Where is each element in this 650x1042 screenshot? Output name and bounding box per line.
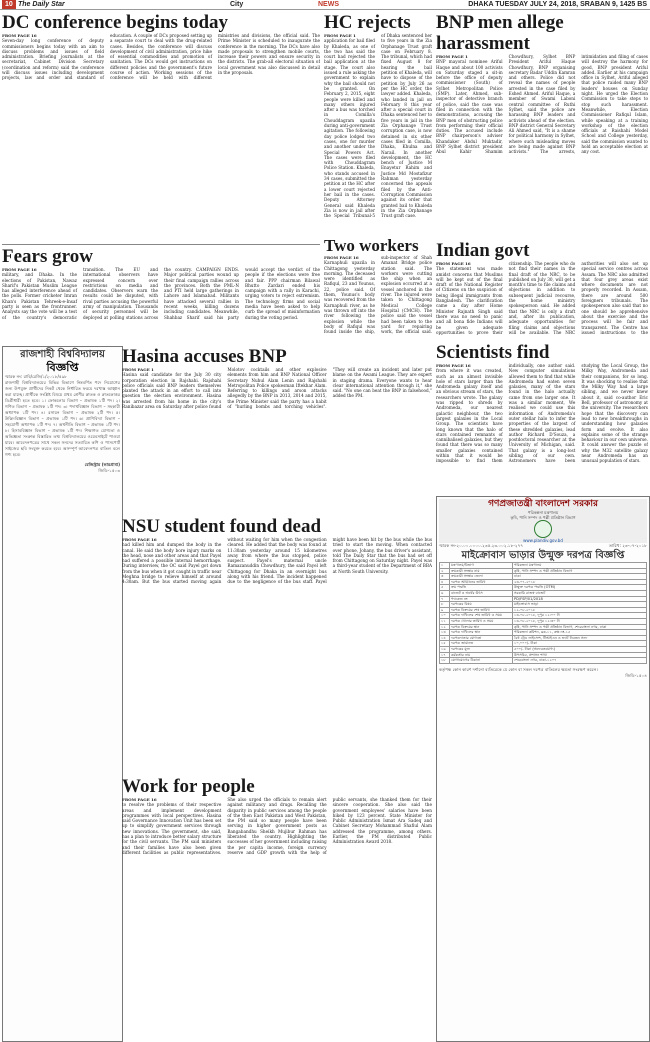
article-body — [122, 367, 432, 511]
article-body — [2, 267, 320, 341]
row-label: দরপত্রের মূল্য — [450, 646, 513, 652]
byline: FROM PAGE 16 — [122, 797, 157, 802]
row-label: ক্রয় পদ্ধতি — [450, 585, 513, 591]
row-value: ২৩-০৭-২০১৮ — [513, 579, 647, 585]
row-label: ক্রয়কারী সংস্থার জেলা — [450, 574, 513, 580]
rajshahi-university-ad — [2, 346, 123, 1042]
row-label: কর্মকর্তার নাম — [450, 652, 513, 658]
website: www.plandiv.gov.bd — [523, 538, 563, 543]
row-label: দরপত্র আহ্বানের তারিখ — [450, 579, 513, 585]
body-text: Seven-day long conference of deputy commissioners begins today with an aim to discuss problems and issues of field administration. Briefing journalists at the secretariat, Cabinet Division Secretary (coordination and reform) said the conference will discuss issues including development projects, law and order and standard of education. A couple of DCs proposed setting up a separate court to deal with the drug-related cases. Besides, the conference will discuss development of civil administration, price hike of essential commodities and promotion of sanitation. The DCs would get instructions on different policies and the government's future course of action. Working sessions of the conference will be held with different ministries and divisions, the official said. The Prime Minister is scheduled to inaugurate the conference in the morning. The DCs have also made proposals to strengthen mobile courts, increase their powers and ensure security in the districts. The grab-all electoral situation of local government was also discussed in detail in the proposals. — [2, 33, 320, 81]
article-body — [122, 537, 432, 771]
article-body — [122, 797, 432, 1037]
headline: Work for people — [122, 776, 255, 797]
row-value: PD/FSP/01/2018 — [513, 596, 647, 602]
row-number: ৭ — [440, 596, 450, 602]
row-value: উপসচিব, প্রশাসন শাখা — [513, 652, 647, 658]
row-number: ৫ — [440, 585, 450, 591]
row-number: ৯ — [440, 607, 450, 613]
divider — [2, 244, 320, 245]
body-text: from where it was created, such as an almost invisible hole of stars larger than the Andromeda galaxy itself and an obvious stream of stars, the researchers wrote. The galaxy was ripped to shreds by Andromeda, our nearest galactic neighbour, the two largest galaxies in the Local Group. The scientists have long known that the halo of stars contained remnants of cannibalised galaxies, but they found that there was so many smaller galaxies contained within that it would be impossible to find them individually, one author said. New computer simulations allowed them to find that while Andromeda had eaten seven galaxies, many of the stars found in the halo actually came from one larger one. It was a similar moment, We realised we could use this information of Andromeda's outer stellar halo to infer the properties of the largest of these shredded galaxies, lead author Richard D'Souza, a postdoctoral researcher at the University of Michigan, said. That galaxy is a long-lost sibling of our own. Astronomers have been studying the Local Group, the Milky Way, Andromeda and their companions, for so long. It was shocking to realise that the Milky Way had a large sibling, and we never knew about it, said co-author Eric Bell, professor of astronomy at the university. The researchers hope that the discovery can lead to new breakthroughs in understanding how galaxies form and evolve. It also explains some of the strange behaviour in our own universe. It could answer the puzzle of why the M32 satellite galaxy near Andromeda has an unusual population of stars. — [436, 363, 648, 464]
ad-code: জিডি-১৫০৩ — [98, 468, 120, 473]
ad-title: রাজশাহী বিশ্ববিদ্যালয় — [20, 349, 105, 360]
row-label: দরপত্রদাতার যোগ্যতা — [450, 635, 513, 641]
government-emblem-icon — [534, 520, 552, 538]
row-value: ১০,০০০/- টাকা — [513, 641, 647, 647]
row-number: ২ — [440, 568, 450, 574]
row-number: ১২ — [440, 624, 450, 630]
row-number: ১ — [440, 563, 450, 569]
government-tender-ad — [436, 496, 650, 1042]
article-dc — [2, 12, 320, 244]
row-label: যোগাযোগের ঠিকানা — [450, 658, 513, 664]
byline: FROM PAGE 16 — [2, 33, 37, 38]
row-label: দরপত্র বিক্রয়ের স্থান — [450, 624, 513, 630]
article-indian — [436, 240, 648, 340]
ad-header — [439, 499, 647, 543]
byline: FROM PAGE 16 — [2, 267, 37, 272]
tender-table — [439, 562, 647, 664]
article-body — [324, 33, 432, 233]
row-number: ৩ — [440, 574, 450, 580]
row-value: ১২-০৮-২০১৮ — [513, 607, 647, 613]
article-bnp — [436, 12, 648, 238]
article-workers — [324, 236, 432, 340]
row-label: দরপত্র খোলার তারিখ ও সময় — [450, 618, 513, 624]
row-number: ৬ — [440, 590, 450, 596]
headline: Scientists find — [436, 342, 550, 363]
headline: Hasina accuses BNP — [122, 346, 287, 367]
row-value: পরিকল্পনা মন্ত্রণালয় — [513, 563, 647, 569]
row-label: দরপত্র বিক্রয়ের শেষ তারিখ — [450, 607, 513, 613]
article-fears — [2, 246, 320, 342]
division-name: কৃষি, পানি সম্পদ ও পল্লী প্রতিষ্ঠান বিভাগ — [510, 515, 576, 520]
body-text: Karnaphuli upazila in Chittagong yesterday morning. The deceased were identified as Rafiqul, 23 and Younus, 22, police said. Of them, Younus's body was recovered from the Karnaphuli river, as he was thrown off into the river following the explosion while the body of Rafiqul was found inside the ship, sub-inspector of Shah Amanat Bridge police station said. The workers were cutting the ship when an explosion occurred at a vessel anchored in the river. The injured were taken to Chittagong Medical College Hospital (CMCH). The police said the vessel had been taken to the yard for repairing work, the official said. — [324, 255, 432, 335]
ad-body: রাজশাহী বিশ্ববিদ্যালয়ের বিভিন্ন বিভাগে নিম্নবর্ণিত পদে নিয়োগের জন্য উপযুক্ত প্রার্থীদের নিকট থেকে নির্ধারিত ফরমে দরখাস্ত আহ্বান করা যাচ্ছে। প্রার্থীকে সংশ্লিষ্ট বিষয়ে প্রথম শ্রেণীর স্নাতক ও স্নাতকোত্তর ডিগ্রীধারী হতে হবে। ১। ফোকলোর বিভাগ – প্রভাষক ১টি পদ। ২। গণিত বিভাগ – প্রভাষক ১টি পদ। ৩। পদার্থবিজ্ঞান বিভাগ – সহকারী অধ্যাপক ১টি পদ। ৪। রসায়ন বিভাগ – প্রভাষক ২টি পদ। ৫। উদ্ভিদবিজ্ঞান বিভাগ – প্রভাষক ১টি পদ। ৬। প্রাণিবিদ্যা বিভাগ – সহযোগী অধ্যাপক ১টি পদ। ৭। অর্থনীতি বিভাগ – প্রভাষক ১টি পদ। ৮। হিসাববিজ্ঞান বিভাগ – প্রভাষক ১টি পদ। শিক্ষাগত যোগ্যতা ও অভিজ্ঞতা সংক্রান্ত বিস্তারিত তথ্য বিশ্ববিদ্যালয়ের ওয়েবসাইটে পাওয়া যাবে। আবেদনপত্রের সাথে সকল সনদের সত্যায়িত কপি ও পাসপোর্ট সাইজের ছবি সংযুক্ত করতে হবে। অসম্পূর্ণ আবেদনপত্র বাতিল বলে গণ্য হবে। — [5, 380, 120, 457]
row-number: ১৪ — [440, 635, 450, 641]
article-hasina — [122, 346, 432, 512]
row-number: ১১ — [440, 618, 450, 624]
ad-date: তারিখ: ২৩-০৭-২০১৮ — [608, 543, 647, 548]
body-text: Hasina said candidate for the July 30 city corporation election in Rajshahi. Rajshahi police officials said BNP leaders themselves planted the attack in an effort to call into question the election environment. Hasina was arrested from his home in the city's Ranibazar area on Saturday after police found Molotov cocktails and other explosive elements from him and BNP National Officer Secretary Nuhul Alam Lenin and Rajshahi Metropolitan Police spokesman Iftekhar Alam. Referring to killings and arson attacks allegedly by the BNP in 2013, 2014 and 2015, the Prime Minister said the party has a habit of "hurling bombs and torching vehicles". "They will create an incident and later put blame on the Awami League. They are expert in staging drama. Everyone wants to hear clear international attention through it," she said. "No one can beat the BNP in falsehood," added the PM. — [122, 367, 432, 410]
body-text: application for bail filed by Khaleda, as one of the two has said the court had rejected the bail application at the stage. The court also issued a rule asking the government to explain why the bail should not be granted. On February 2, 2015, eight people were killed and many others injured after a bus was torched in Comilla's Chouddagram upazila during anti-government agitation. The following day police lodged two cases, one for murder and another under the Special Powers Act. The cases were filed with Chouddagram Police Station. Khaleda, who stands accused in 34 cases, submitted the petition at the HC after a lower court rejected her bail in the cases. Deputy Attorney General said Khaleda Zia is now in jail after the Special Tribunal-5 of Dhaka sentenced her to five years in the Zia Orphanage Trust graft case on February 8. The tribunal, which had fixed August 8 for hearing the bail petition of Khaleda, will have to dispose of the petition by July 26 as per the HC order, the lawyer added. Khaleda, who landed in jail on February 8 this year after a special court in Dhaka sentenced her to five years in jail in the Zia Orphanage Trust corruption case, is now detained in six other cases filed in Comilla, Dhaka, Khulna and Narail. In another development, the HC bench of Justice M Enayetur Rahim and Justice Md Mostafizur Rahman yesterday concerned the appeals filed by the Anti-Corruption Commission against its order that granted bail to Khaleda in the Zia Orphanage Trust graft case. — [324, 33, 432, 219]
table-row — [440, 658, 647, 664]
byline: FROM PAGE 16 — [122, 537, 157, 542]
headline: Fears grow — [2, 246, 93, 267]
headline: HC rejects — [324, 12, 411, 33]
notice-title: মাইক্রোবাস ভাড়ার উন্মুক্ত দরপত্র বিজ্ঞপ্তি — [461, 550, 625, 561]
article-hc — [324, 12, 432, 234]
masthead: The Daily Star — [18, 1, 65, 8]
article-nsu — [122, 516, 432, 772]
org-name: গণপ্রজাতন্ত্রী বাংলাদেশ সরকার — [488, 499, 598, 509]
ad-code: জিডি-১৫০৪ — [625, 672, 647, 678]
headline: BNP men allege harassment — [436, 12, 564, 54]
ad-reference: স্মারক নং: রাবি/রেজি/১/২০১৮/৫৯৮ — [5, 374, 68, 379]
body-text: had killed him and dumped the body in the canal. He said the body bore injury marks on the head, nose and other areas and that Payel had suffered a possible internal hemorrhage. During interview, the OC said Payel got down from the bus when it got caught in traffic near Meghna bridge to relieve himself at around 4:30am. But the bus started moving again without waiting for him when the congestion cleared. He added that the body was found at 11:30am yesterday around 15 kilometres away from where the bus stopped, police suspect. Payel's maternal uncle Ramazanuddin Chowdhury, the said Payel left Chittagong for Dhaka in an overnight bus along with his friend. The incident happened due to the negligence of the bus staff. Payel might have been hit by the bus while the bus tried to start the moving. When contacted over phone, Johany, the bus driver's assistant, told The Daily Star that the bus had set off from Chittagong on Saturday night. Payel was a third-year student of the Department of BBA at North South University. — [122, 537, 432, 585]
row-number: ১০ — [440, 613, 450, 619]
row-number: ১৬ — [440, 646, 450, 652]
row-value: ১৩-০৮-২০১৮, দুপুর ১২:০০ টা — [513, 613, 647, 619]
article-body — [436, 363, 648, 491]
row-value: কৃষি, পানি সম্পদ ও পল্লী প্রতিষ্ঠান বিভাগ, শেরেবাংলা নগর, ঢাকা — [513, 624, 647, 630]
article-scientists — [436, 342, 648, 492]
body-text: The statement was made amidst concerns that Muslims will be kept out of the final draft of the National Register of Citizens on the suspicion of being illegal immigrants from Bangladesh. The clarification came a day after Home Minister Rajnath Singh said there was no need to panic and all bona fide Indians will be given adequate opportunities to prove their citizenship. The people who do not find their names in the final draft of the NRC, to be published on July 30, will get a month's time to file claims and objections in addition to subsequent judicial recourse, the home ministry spokesperson said. He added that the NRC is only a draft and, after its publication, adequate opportunities for filing claims and objections will be available. The NRC authorities will also set up special service centres across Assam. The NRC also admitted that four grey areas exist where documents are not properly recorded. In Assam, there are around 500 foreigners tribunals. The spokesperson also said that no one should be apprehensive about the exercise and the process will be fair and transparent. The Centre has issued instructions to the — [436, 261, 648, 335]
row-value: পরিকল্পনা কমিশন, ব্লক-১১, কক্ষ নং-১৫ — [513, 630, 647, 636]
row-value: বৈধ ট্রেড লাইসেন্স, টিআইএন ও ভ্যাট নিবন্ধন সনদ — [513, 635, 647, 641]
article-work — [122, 776, 432, 1038]
row-value: ৫০০/- টাকা (অফেরতযোগ্য) — [513, 646, 647, 652]
byline: FROM PAGE 16 — [324, 255, 359, 260]
row-label: মন্ত্রণালয়/বিভাগ — [450, 563, 513, 569]
article-body — [324, 255, 432, 339]
row-label: ক্রয়কারী সংস্থার নাম — [450, 568, 513, 574]
article-body — [436, 54, 648, 238]
body-text: to resolve the problems of their respective areas and implement development programmes with local perspectives. Hasina said Governance Innovation Unit has been set up to simplify government services through new innovations. The government, she said, has a plan to introduce better salary structure for the civil servants. The PM said ministers and their families have also been given different facilities as public representatives. She also urged the officials to remain alert against militancy and drugs. Recalling the disparity in public services among the people of the then East Pakistan and West Pakistan, the PM said so many people have been serving in higher government posts as Bangabandhu Sheikh Mujibur Rahman has liberated the country. Highlighting the successes of her government including raising the per capita income, foreign currency reserve and GDP growth with the help of public servants, she thanked them for their sincere cooperation. She also said the government employees' salaries have been hiked by 123 percent. State Minister for Public Administration Ismat Ara Sadeq and Cabinet Secretary Mohammad Shafiul Alam addressed the programme, among others. Earlier, the PM distributed Public Administration Award 2018. — [122, 797, 432, 855]
row-number: ১৭ — [440, 652, 450, 658]
row-number: ৪ — [440, 579, 450, 585]
byline: FROM PAGE 1 — [436, 54, 468, 59]
body-text: BNP mayoral nominee Ariful Haque and about 100 activists on Saturday staged a sit-in before the office of deputy commissioner (South) of Sylhet Metropolitan Police (SMP). Later, Ahmed, sub-inspector of detective branch of police, said the case was filed in connection with the demonstrations, accusing the BNP men of obstructing police from performing their official duties. The accused include BNP chairperson's adviser Khandaker Abdul Muktadir, BNP Sylhet district president Abul Kahir Shamim Chowdhury, Sylhet BNP President Ariful Haque Chowdhury, BNP organising secretary Badar Uddin Kamran and others. Police did not reveal the names of people arrested in the case filed by Eshed Ahmed. Ariful Haque, a member of Swami Laboni central committee of Ruthi Sylhet, said the police are harassing BNP leaders and activists ahead of the election. BNP district General Secretary Ali Ahmed said, "It is a shame for political harmony in Sylhet, where such misleading moves are being made against BNP activists." The arrests, intimidation and filing of cases will destroy the harmony for good, BNP president Ariful added. Earlier at his campaign office in Sylhet, Ariful alleged that police raided many BNP leaders' houses on Sunday night. He urged the Election Commission to take steps to stop such harassment. Meanwhile, Election Commissioner Rafiqul Islam, while speaking at a training workshop of the election officials at Raishahi Model School and College yesterday, said the commission wanted to hold an acceptable election at any cost. — [436, 54, 648, 155]
row-label: দরপত্রের বিষয় — [450, 602, 513, 608]
row-number: ১৩ — [440, 630, 450, 636]
row-value: কৃষি, পানি সম্পদ ও পল্লী প্রতিষ্ঠান বিভাগ — [513, 568, 647, 574]
row-value: ১৩-০৮-২০১৮, দুপুর ১২:৩০ টা — [513, 618, 647, 624]
row-label: প্যাকেজ নং — [450, 596, 513, 602]
notice-title-wrap — [439, 549, 647, 562]
ad-signer: রেজিস্ট্রার (ভারপ্রাপ্ত) — [84, 462, 120, 467]
row-value: মাইক্রোবাস ভাড়া — [513, 602, 647, 608]
row-value: সরকারি রাজস্ব বাজেট — [513, 590, 647, 596]
row-value: উন্মুক্ত দরপত্র পদ্ধতি (OTM) — [513, 585, 647, 591]
headline: NSU student found dead — [122, 516, 322, 537]
row-label: বাজেট ও অর্থের উৎস — [450, 590, 513, 596]
row-label: দরপত্র দাখিলের স্থান — [450, 630, 513, 636]
byline: FROM PAGE 1 — [122, 367, 154, 372]
top-bar — [0, 0, 650, 10]
row-number: ১৮ — [440, 658, 450, 664]
row-value: শেরেবাংলা নগর, ঢাকা-১২০৭ — [513, 658, 647, 664]
body-text: military, and Dhaka. In the elections of Pakistan, Nawaz Sharif's Pakistan Muslim League has alleged interference ahead of the polls. Former cricketer Imran Khan's Pakistan Tehreek-e-Insaf party is seen as the frontrunner. Analysts say the vote will be a test of the country's democratic transition. The EU and international observers have expressed concern over restrictions on media and candidates. Observers warn the results could be disputed, with rival parties accusing the powerful army of manipulation. Thousands of security personnel will be deployed at polling stations across the country. CAMPAIGN ENDS. Major political parties wound up their final campaign rallies across the provinces. Both the PML-N and PTI held large gatherings in Lahore and Islamabad. Militants have attacked several rallies in recent weeks, killing dozens including candidates. Meanwhile, Shahbaz Sharif said his party would accept the verdict of the people if the elections were free and fair. PPP chairman Bilawal Bhutto Zardari ended his campaign with a rally in Karachi, urging voters to reject extremism. The technology firms and social media have been asked to help curb the spread of misinformation during the voting period. — [2, 267, 320, 320]
byline: FROM PAGE 1 — [324, 33, 356, 38]
dateline: DHAKA TUESDAY JULY 24, 2018, SRABAN 9, 1425 BS — [468, 1, 647, 8]
ad-subtitle: বিজ্ঞপ্তি — [46, 361, 79, 374]
article-body — [436, 261, 648, 339]
headline: Indian govt — [436, 240, 530, 261]
byline: FROM PAGE 16 — [436, 261, 471, 266]
row-label: দরপত্র জামানত — [450, 641, 513, 647]
row-number: ১৫ — [440, 641, 450, 647]
ad-footer: কর্তৃপক্ষ কোন কারণ দর্শানো ব্যতিরেকে যে কোন বা সকল দরপত্র বাতিলের ক্ষমতা সংরক্ষণ করেন। — [439, 666, 598, 672]
row-value: ঢাকা — [513, 574, 647, 580]
row-number: ৮ — [440, 602, 450, 608]
news-label: NEWS — [318, 1, 339, 8]
page-number: 10 — [2, 0, 16, 9]
headline: Two workers — [324, 236, 419, 255]
headline: DC conference begins today — [2, 12, 229, 33]
ministry-name: পরিকল্পনা মন্ত্রণালয় — [527, 510, 559, 515]
article-body — [2, 33, 320, 241]
section-label: City — [230, 1, 244, 8]
ad-reference: স্মারক নং-২০.০০.০০০০.২৩৫.২৩.০০২.১৮-২৭৭ — [439, 543, 524, 548]
byline: FROM PAGE 16 — [436, 363, 471, 368]
row-label: দরপত্র দাখিলের শেষ তারিখ ও সময় — [450, 613, 513, 619]
